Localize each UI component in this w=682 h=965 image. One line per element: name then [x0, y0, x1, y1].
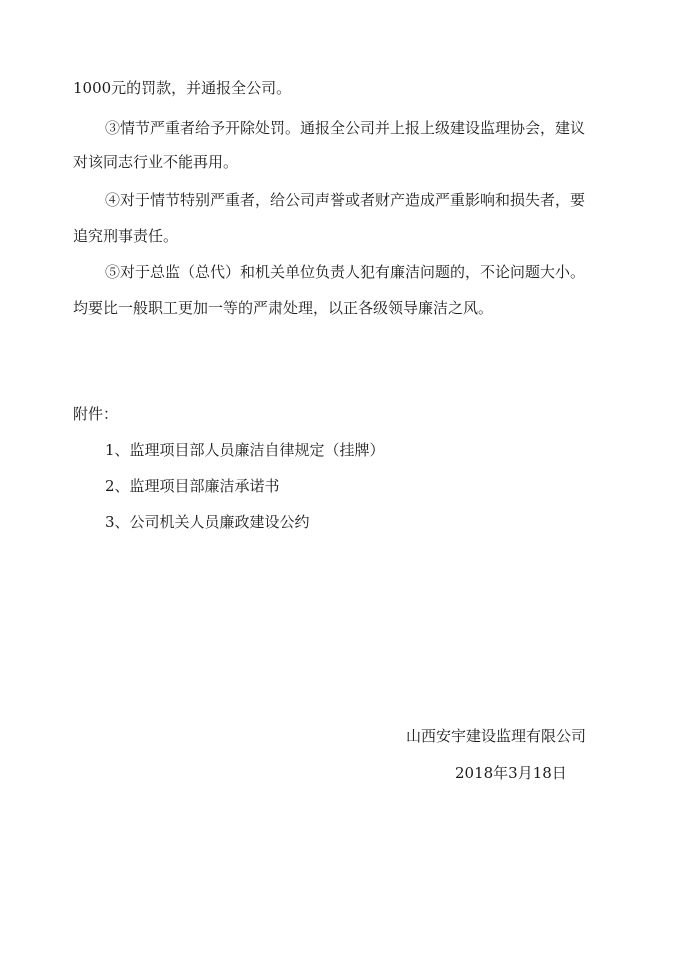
clause-5-line-2: 均要比一般职工更加一等的严肃处理，以正各级领导廉洁之风。 [73, 299, 494, 317]
signature-company: 山西安宇建设监理有限公司 [406, 727, 587, 745]
clause-3-line-2: 对该同志行业不能再用。 [73, 153, 239, 171]
clause-4-line-1: ④对于情节特别严重者，给公司声誉或者财产造成严重影响和损失者，要 [105, 191, 586, 209]
attachment-item: 3、公司机关人员廉政建设公约 [105, 513, 310, 531]
clause-3-line-1: ③情节严重者给予开除处罚。通报全公司并上报上级建设监理协会，建议 [105, 119, 586, 137]
penalty-continuation-text: 1000元的罚款，并通报全公司。 [73, 79, 292, 97]
attachment-item: 2、监理项目部廉洁承诺书 [105, 477, 280, 495]
attachment-item: 1、监理项目部人员廉洁自律规定（挂牌） [105, 441, 385, 459]
signature-date: 2018年3月18日 [455, 764, 567, 782]
clause-5-line-1: ⑤对于总监（总代）和机关单位负责人犯有廉洁问题的，不论问题大小。 [105, 263, 586, 281]
clause-4-line-2: 追究刑事责任。 [73, 227, 179, 245]
attachments-heading: 附件： [73, 405, 119, 423]
